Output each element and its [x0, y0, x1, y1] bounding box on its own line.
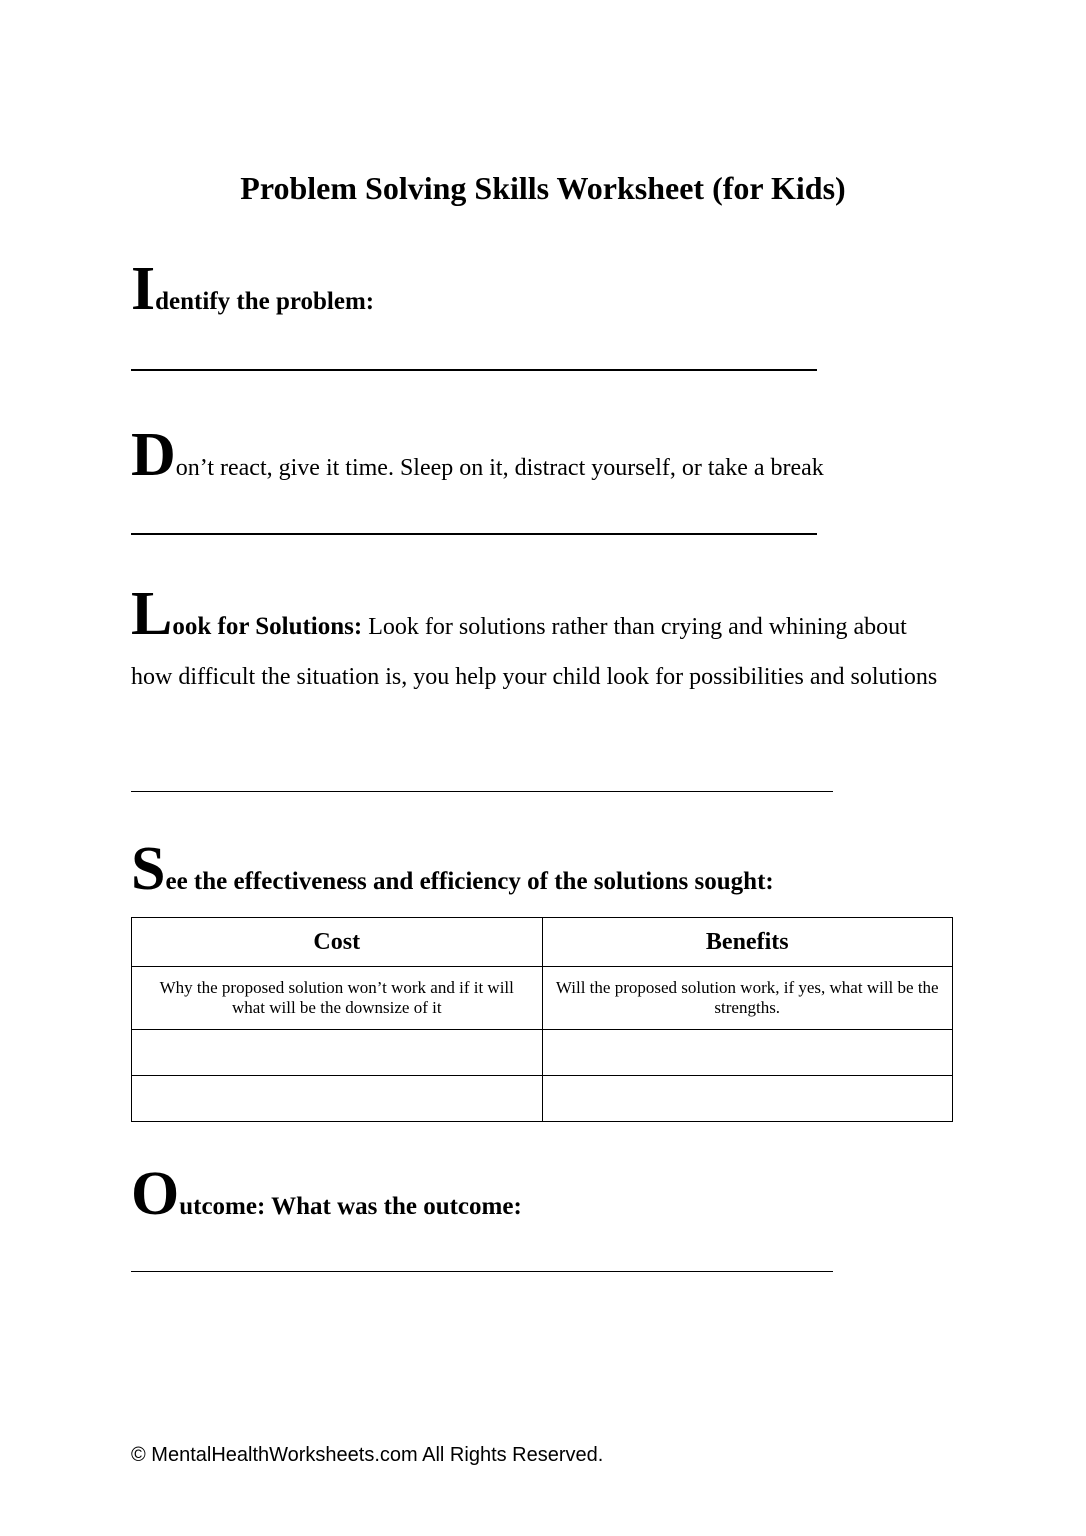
- look-initial: L: [131, 580, 173, 648]
- identify-answer-line[interactable]: [131, 369, 817, 371]
- identify-text: dentify the problem:: [155, 288, 375, 315]
- outcome-answer-line[interactable]: [131, 1271, 833, 1272]
- look-bold-text: ook for Solutions:: [172, 613, 363, 640]
- dont-react-text: on’t react, give it time. Sleep on it, distract yourself, or take a break: [175, 455, 824, 481]
- benefits-entry-cell[interactable]: [542, 1076, 953, 1122]
- table-description-row: [132, 967, 953, 1030]
- cost-entry-cell[interactable]: [132, 1076, 543, 1122]
- cost-header: Cost: [132, 918, 543, 967]
- dont-react-initial: D: [131, 421, 176, 489]
- benefits-entry-cell[interactable]: [542, 1030, 953, 1076]
- see-initial: S: [131, 835, 166, 903]
- table-row: [132, 1030, 953, 1076]
- copyright-footer: © MentalHealthWorksheets.com All Rights Reserved.: [131, 1444, 604, 1466]
- look-answer-line[interactable]: [131, 791, 833, 792]
- cost-benefit-table: [131, 917, 953, 1122]
- identify-heading: [131, 255, 375, 323]
- see-text: ee the effectiveness and efficiency of the solutions sought:: [165, 868, 774, 895]
- benefits-description: Will the proposed solution work, if yes, what will be the strengths.: [542, 967, 953, 1030]
- cost-description: Why the proposed solution won’t work and if it will what will be the downsize of it: [132, 967, 543, 1030]
- cost-entry-cell[interactable]: [132, 1030, 543, 1076]
- outcome-text: utcome: What was the outcome:: [179, 1193, 522, 1220]
- look-text: Look for solutions rather than crying and whining about: [362, 614, 907, 640]
- dont-react-answer-line[interactable]: [131, 533, 817, 535]
- outcome-initial: O: [131, 1160, 180, 1228]
- look-paragraph: how difficult the situation is, you help your child look for possibilities and solutions: [131, 664, 938, 690]
- dont-react-heading: [131, 421, 824, 489]
- table-header-row: [132, 918, 953, 967]
- identify-initial: I: [131, 255, 156, 323]
- see-heading: [131, 835, 774, 903]
- look-heading: [131, 580, 907, 648]
- benefits-header: Benefits: [542, 918, 953, 967]
- outcome-heading: [131, 1160, 522, 1228]
- table-row: [132, 1076, 953, 1122]
- worksheet-title: Problem Solving Skills Worksheet (for Kids): [240, 170, 846, 206]
